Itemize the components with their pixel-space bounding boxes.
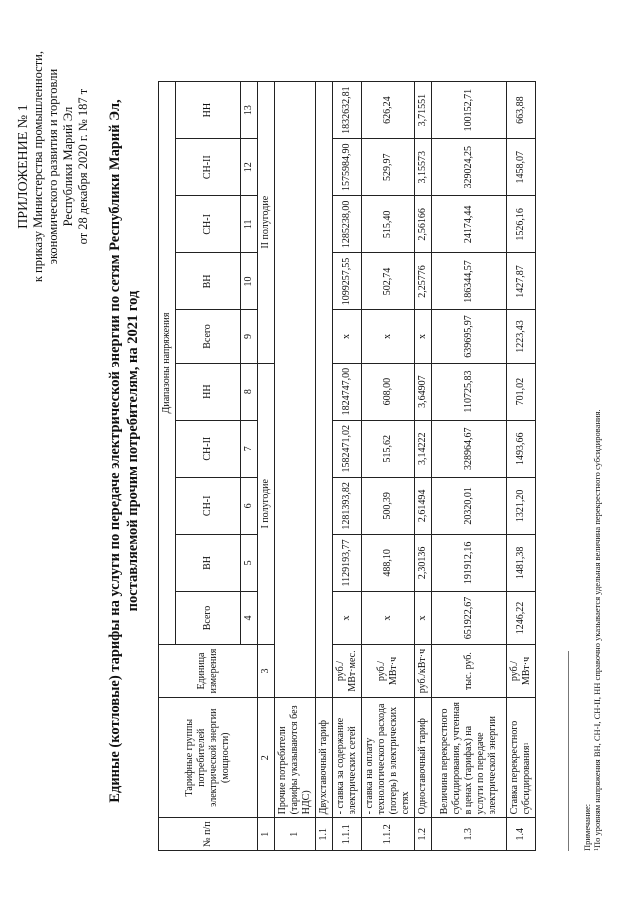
row-value: 2,25776 (415, 253, 432, 310)
appendix-line-4: от 28 декабря 2020 г. № 187 т (76, 88, 90, 245)
row-value: 500,39 (362, 477, 415, 534)
footnote-text-line (592, 409, 602, 851)
col-num-3: 3 (258, 645, 275, 698)
row-num: 1.2 (415, 818, 432, 851)
title-line-2: поставляемой прочим потребителям, на 2021 год (125, 290, 141, 612)
row-value: 2,30136 (415, 534, 432, 591)
row-value: x (362, 310, 415, 363)
row-value: 1246,22 (507, 591, 536, 644)
row-value: 191912,16 (432, 534, 507, 591)
col-num-6: 6 (241, 477, 258, 534)
col-head-v1: Всего (176, 591, 241, 644)
col-head-v10: НН (176, 82, 241, 139)
row-value: 3,64907 (415, 363, 432, 420)
row-value: 1129193,77 (333, 534, 362, 591)
section-empty (275, 82, 316, 698)
tariff-table (158, 81, 536, 851)
row-value: 1575984,90 (333, 139, 362, 196)
row-unit: тыс. руб. (432, 645, 507, 698)
title-line-1: Единые (котловые) тарифы на услуги по передаче электрической энергии по сетям Республики Марий Эл, (107, 99, 123, 803)
table-row (333, 82, 362, 851)
row-label: Одноставочный тариф (415, 698, 432, 818)
row-value: 502,74 (362, 253, 415, 310)
row-label-footnote-marker: 1 (524, 742, 530, 746)
row-value: x (415, 310, 432, 363)
row-value: 186344,57 (432, 253, 507, 310)
row-value: 1832632,81 (333, 82, 362, 139)
col-head-v7: ВН (176, 253, 241, 310)
row-value: x (362, 591, 415, 644)
col-num-8: 8 (241, 363, 258, 420)
col-head-v8: СН-I (176, 196, 241, 253)
footnote-heading: Примечание: (582, 803, 592, 851)
appendix-header (16, 51, 91, 282)
row-value: 3,14222 (415, 420, 432, 477)
subsection-row (316, 82, 333, 851)
row-value: 1427,87 (507, 253, 536, 310)
row-value: 515,62 (362, 420, 415, 477)
table-row (415, 82, 432, 851)
col-num-4: 4 (241, 591, 258, 644)
row-unit: руб./МВт·мес. (333, 645, 362, 698)
row-value: 2,56166 (415, 196, 432, 253)
row-value: 639695,97 (432, 310, 507, 363)
col-head-unit: Единица измерения (159, 645, 258, 698)
row-value: x (333, 591, 362, 644)
table-header-row (159, 82, 176, 851)
row-value: 1321,20 (507, 477, 536, 534)
footnote-marker: 1 (594, 848, 600, 851)
row-value: 110725,83 (432, 363, 507, 420)
row-value: 515,40 (362, 196, 415, 253)
row-num: 1.3 (432, 818, 507, 851)
col-head-num: № п/п (159, 818, 258, 851)
section-num: 1 (275, 818, 316, 851)
row-value: 24174,44 (432, 196, 507, 253)
row-value: 626,24 (362, 82, 415, 139)
row-value: 701,02 (507, 363, 536, 420)
col-num-12: 12 (241, 139, 258, 196)
row-value: 608,00 (362, 363, 415, 420)
col-head-v9: СН-II (176, 139, 241, 196)
col-num-11: 11 (241, 196, 258, 253)
col-head-ranges: Диапазоны напряжения (159, 82, 176, 645)
row-value: 1526,16 (507, 196, 536, 253)
col-head-v5: НН (176, 363, 241, 420)
halfyear-1: I полугодие (258, 363, 275, 644)
row-value: x (415, 591, 432, 644)
row-value: 1481,38 (507, 534, 536, 591)
row-unit: руб./МВт·ч (362, 645, 415, 698)
col-head-v3: СН-I (176, 477, 241, 534)
row-value: x (333, 310, 362, 363)
row-value: 1458,07 (507, 139, 536, 196)
row-value: 663,88 (507, 82, 536, 139)
row-num: 1.1.2 (362, 818, 415, 851)
col-num-7: 7 (241, 420, 258, 477)
row-value: 1099257,55 (333, 253, 362, 310)
appendix-line-2: экономического развития и торговли (46, 68, 60, 265)
row-value: 2,61494 (415, 477, 432, 534)
col-head-group: Тарифные группы потребителей электрической энергии (мощности) (159, 698, 258, 818)
row-value: 1582471,02 (333, 420, 362, 477)
row-value: 1824747,00 (333, 363, 362, 420)
section-row (275, 82, 316, 851)
col-head-v2: ВН (176, 534, 241, 591)
table-row (362, 82, 415, 851)
section-label: Прочие потребители (тарифы указываются без НДС) (275, 698, 316, 818)
row-value: 3,71551 (415, 82, 432, 139)
halfyear-2: II полугодие (258, 82, 275, 364)
col-num-2: 2 (258, 698, 275, 818)
column-number-row-left (258, 82, 275, 851)
footnote-divider (568, 651, 569, 851)
col-num-13: 13 (241, 82, 258, 139)
row-unit: руб./кВт·ч (415, 645, 432, 698)
row-label: - ставка за содержание электрических сетей (333, 698, 362, 818)
row-unit: руб./МВт·ч (507, 645, 536, 698)
subsection-empty (316, 82, 333, 698)
row-label (507, 698, 536, 818)
col-head-v6: Всего (176, 310, 241, 363)
row-value: 328964,67 (432, 420, 507, 477)
footnote (582, 409, 602, 851)
row-num: 1.1.1 (333, 818, 362, 851)
row-value: 488,10 (362, 534, 415, 591)
row-value: 529,97 (362, 139, 415, 196)
row-label-text: Ставка перекрестного субсидирования (509, 720, 532, 815)
row-value: 20320,01 (432, 477, 507, 534)
row-value: 1285238,00 (333, 196, 362, 253)
row-value: 100152,71 (432, 82, 507, 139)
row-value: 1493,66 (507, 420, 536, 477)
rotated-landscape-content (10, 11, 630, 891)
col-num-5: 5 (241, 534, 258, 591)
col-num-10: 10 (241, 253, 258, 310)
row-value: 3,15573 (415, 139, 432, 196)
table-row (432, 82, 507, 851)
row-value: 651922,67 (432, 591, 507, 644)
row-value: 1223,43 (507, 310, 536, 363)
row-label: Величина перекрестного субсидирования, учтенная в ценах (тарифах) на услуги по передаче электрической энергии (432, 698, 507, 818)
subsection-num: 1.1 (316, 818, 333, 851)
appendix-number: ПРИЛОЖЕНИЕ № 1 (16, 104, 31, 229)
row-value: 329024,25 (432, 139, 507, 196)
col-num-9: 9 (241, 310, 258, 363)
row-value: 1281393,82 (333, 477, 362, 534)
table-body (333, 82, 536, 851)
col-head-v4: СН-II (176, 420, 241, 477)
footnote-text: По уровням напряжения ВН, СН-I, СН-II, НН справочно указывается удельная величина перекрестного субсидирования. (592, 409, 602, 848)
document-title (106, 11, 142, 891)
appendix-line-3: Республики Марий Эл (61, 106, 75, 227)
col-num-1: 1 (258, 818, 275, 851)
subsection-label: Двухставочный тариф (316, 698, 333, 818)
table-row (507, 82, 536, 851)
row-label: - ставка на оплату технологического расхода (потерь) в электрических сетях (362, 698, 415, 818)
row-num: 1.4 (507, 818, 536, 851)
appendix-line-1: к приказу Министерства промышленности, (31, 51, 45, 283)
